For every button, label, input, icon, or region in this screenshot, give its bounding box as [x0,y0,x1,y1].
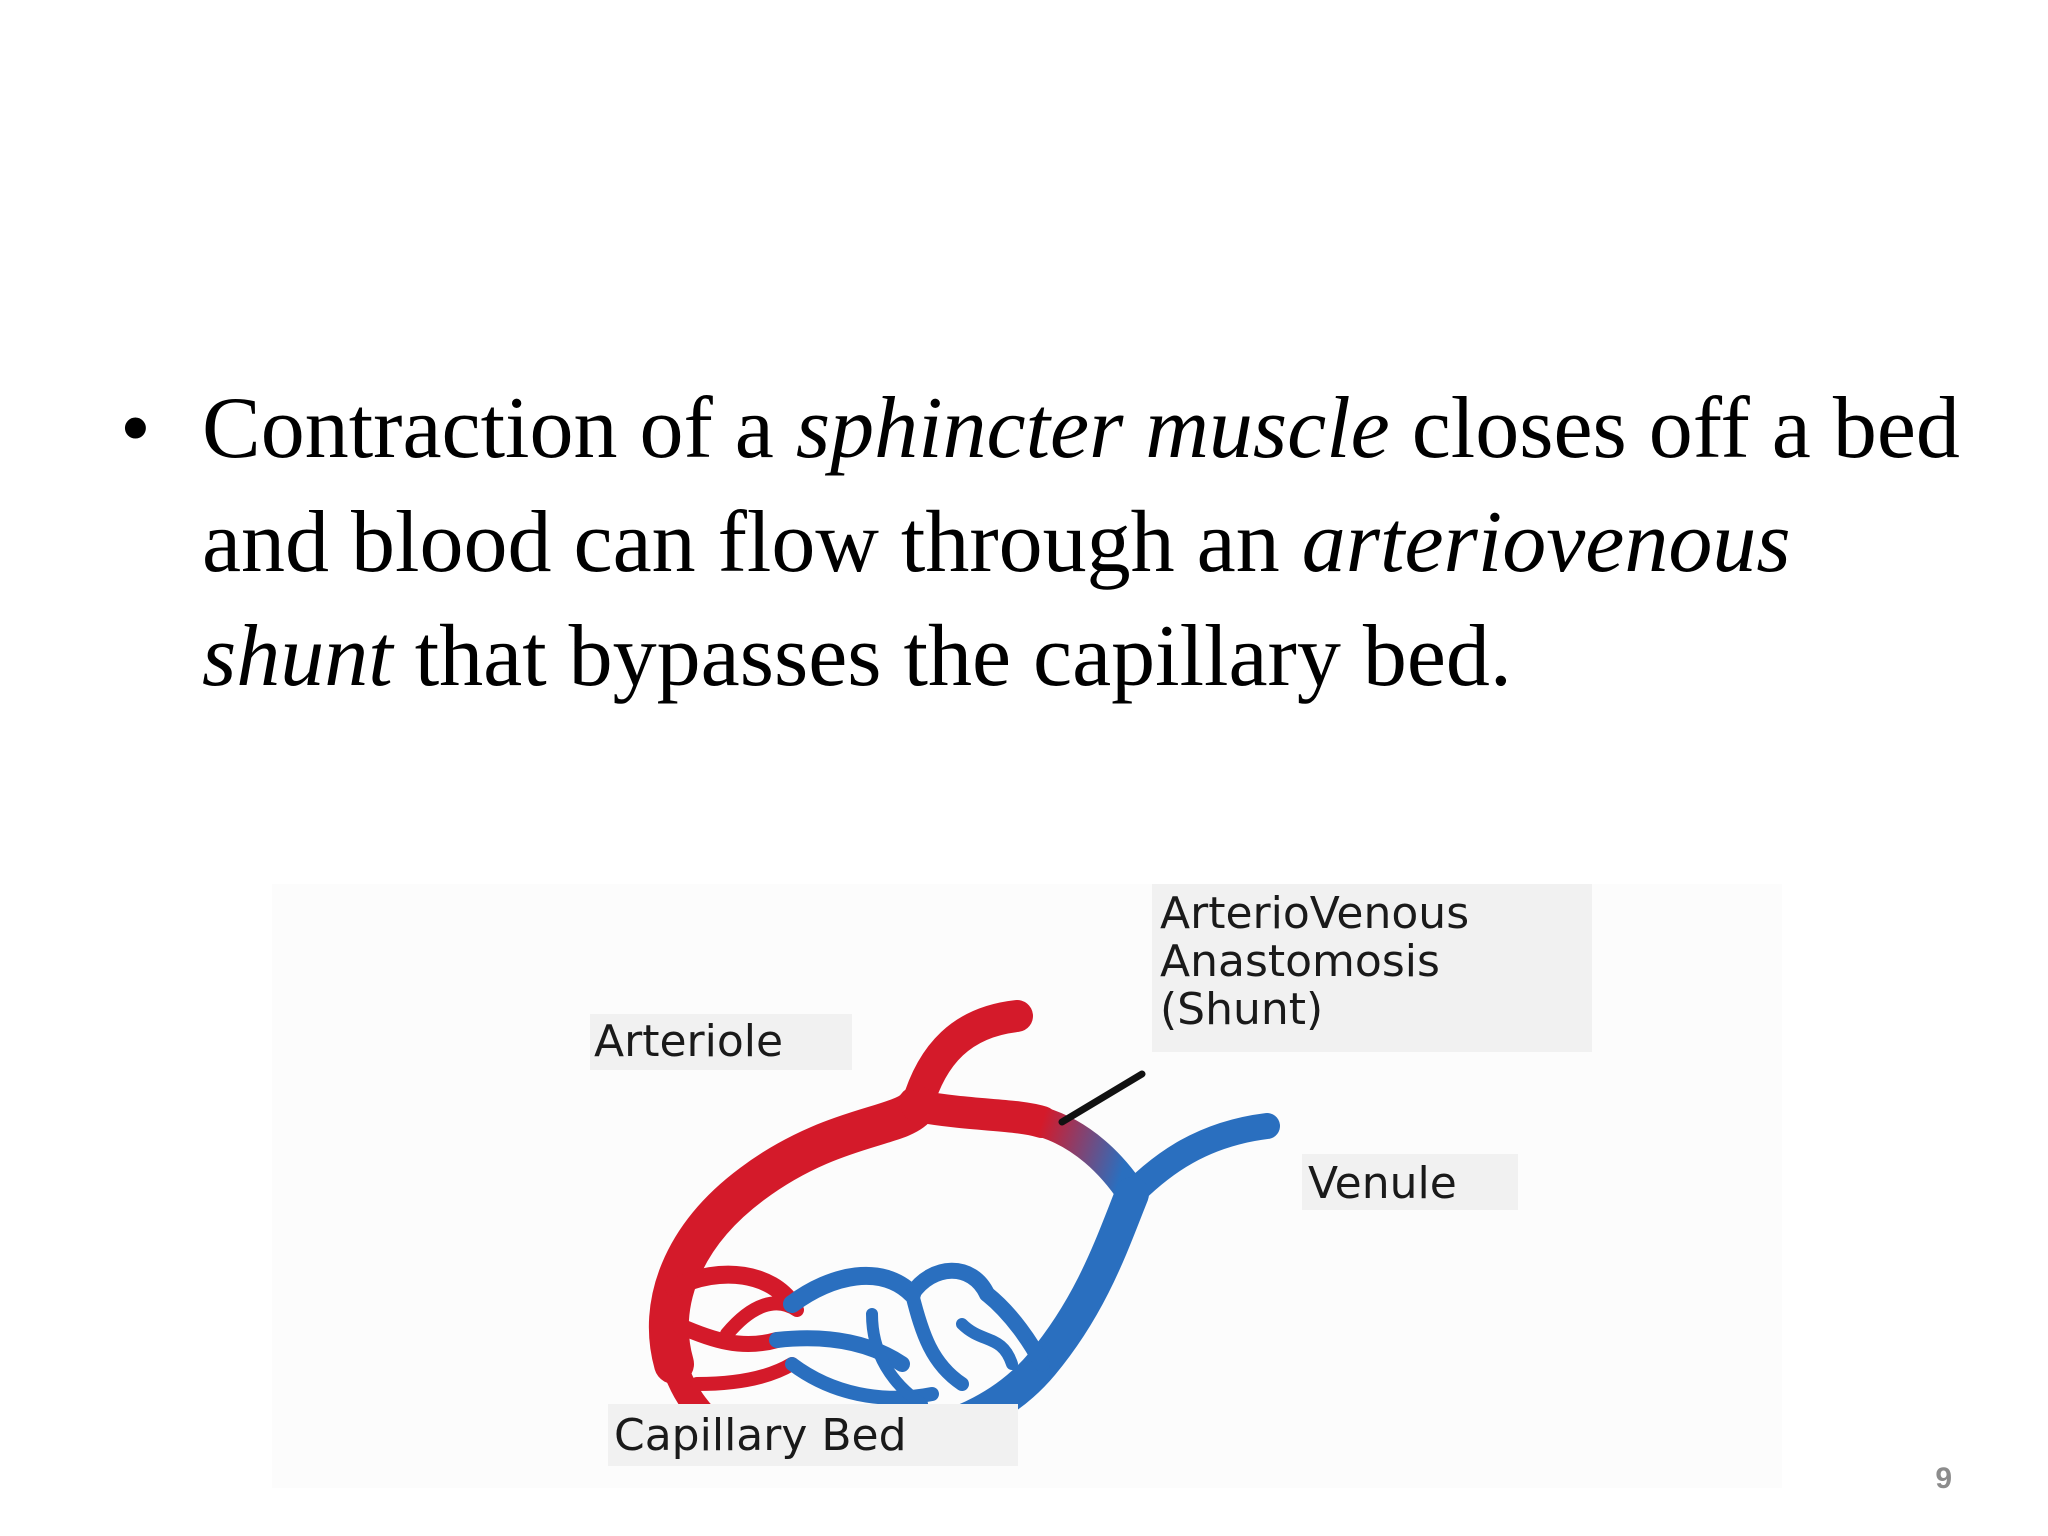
bullet-text [202,372,1960,714]
label-arteriole: Arteriole [594,1016,784,1067]
emphasis-sphincter-muscle: sphincter muscle [795,380,1390,477]
emphasis-arteriovenous-shunt: arteriovenous shunt [202,494,1791,705]
label-capillary-bed: Capillary Bed [614,1410,907,1461]
capillary-bed-diagram [272,864,1802,1488]
bullet-text-segment: closes off a bed and blood can flow through an [202,380,1960,591]
bullet-text-segment: Contraction of a [202,380,796,477]
bullet-symbol: • [120,380,151,477]
page-number: 9 [1935,1462,1952,1495]
arteriole-to-shunt-vessel [917,1106,1042,1122]
label-shunt-line3: (Shunt) [1160,984,1324,1035]
label-shunt-line1: ArterioVenous [1160,888,1470,939]
label-shunt-line2: Anastomosis [1160,936,1440,987]
label-venule: Venule [1308,1158,1457,1209]
bullet-text-segment: that bypasses the capillary bed. [392,608,1512,705]
bullet-item [120,372,1960,714]
